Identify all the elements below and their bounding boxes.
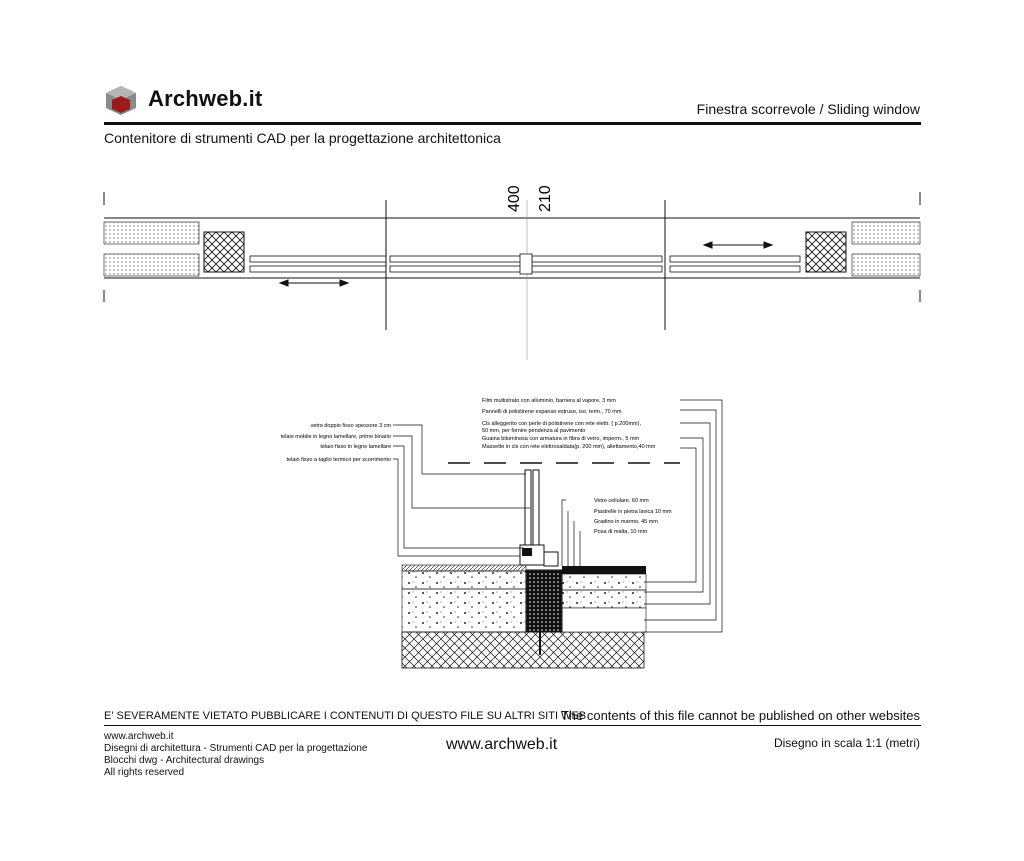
brand-logo-icon [104, 84, 138, 116]
page-title: Finestra scorrevole / Sliding window [696, 101, 920, 117]
label-fixed-frame: telaio fisso in legno lamellare [320, 444, 391, 450]
footer-rights-line: All rights reserved [104, 767, 185, 778]
footer-blocks-line: Blocchi dwg - Architectural drawings [104, 755, 265, 766]
footer-scale: Disegno in scala 1:1 (metri) [773, 736, 920, 750]
label-glass: vetro doppio fisso spessore 3 cm [310, 423, 391, 429]
footer-warning-en: The contents of this file cannot be published on other websites [560, 708, 920, 723]
label-thermal-frame: telaio fisso a taglio termico per scorrimento [286, 457, 391, 463]
label-panels: Pannelli di polistirene espanso estruso, iso. term., 70 mm [482, 409, 622, 415]
label-film: Film multistrato con alluminio, barriera al vapore, 3 mm [482, 398, 616, 404]
label-gradino: Gradino in marmo, 45 mm [594, 519, 658, 525]
label-cls-1: Cls alleggerito con perle di polistirene con rete elettr. ( p.200mm), [482, 421, 641, 427]
label-massetto: Massetto in cls con rete elettrosaldata(p. 200 mm), allettamento,40 mm [482, 444, 656, 450]
dim-210: 210 [537, 185, 554, 212]
label-guaina: Guaina bituminosa con armatura in fibra di vetro, imperm., 5 mm [482, 436, 640, 442]
label-moving-frame: telaio mobile in legno lamellare, primo binario [280, 434, 391, 440]
section-drawing [0, 390, 1024, 680]
brand-name: Archweb.it [148, 86, 263, 111]
footer-divider [104, 725, 921, 726]
footer-desc-line: Disegni di architettura - Strumenti CAD per la progettazione [104, 743, 368, 754]
label-piastrelle: Piastrelle in pietra lavica 10 mm [594, 509, 672, 515]
footer-site-link[interactable]: www.archweb.it [446, 736, 558, 753]
label-cls-2: 50 mm, per fornire pendenza al pavimento [482, 428, 586, 434]
plan-drawing [0, 170, 1024, 370]
label-malta: Posa di malta, 10 mm [594, 529, 648, 535]
footer-warning-it: E' SEVERAMENTE VIETATO PUBBLICARE I CONTENUTI DI QUESTO FILE SU ALTRI SITI WEB [104, 710, 587, 722]
label-vetro-cellulare: Vetro cellulare, 60 mm [594, 498, 649, 504]
dim-400: 400 [506, 185, 523, 212]
header-divider [104, 122, 921, 125]
footer-site-line[interactable]: www.archweb.it [104, 731, 174, 742]
page-subtitle: Contenitore di strumenti CAD per la progettazione architettonica [104, 130, 501, 146]
